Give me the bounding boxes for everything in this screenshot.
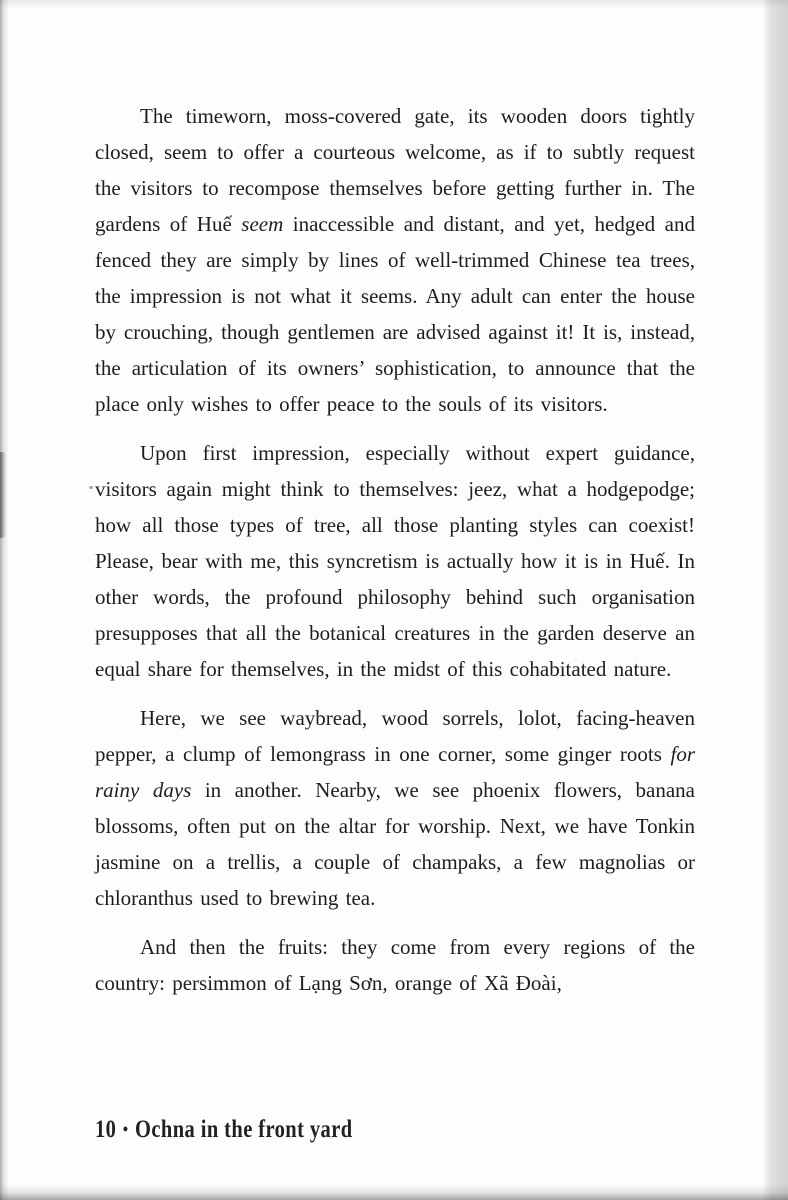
text-segment: And then the fruits: they come from every regions of the country: persimmon of Lạng Sơn, orange of Xã Đoài, <box>95 935 695 995</box>
text-segment: Upon first impression, especially without expert guidance, visitors again might think to themselves: jeez, what a hodgepodge; how all those types of tree, all those planting styles can coexist! Please, bear with me, this syncretism is actually how it is in Huế. In other words, the profound philosophy behind such organisation presupposes that all the botanical creatures in the garden deserve an equal share for themselves, in the midst of this cohabitated nature. <box>95 441 695 681</box>
italic-text-segment: for rainy days <box>95 742 695 802</box>
page-edge-shadow-bottom <box>0 1184 788 1200</box>
page-text <box>95 98 695 1014</box>
text-segment: in another. Nearby, we see phoenix flowers, banana blossoms, often put on the altar for worship. Next, we have Tonkin jasmine on a trellis, a couple of champaks, a few magnolias or chloranthus used to brewing tea. <box>95 778 696 910</box>
page-edge-shadow-top <box>0 0 788 8</box>
page-footer <box>95 1116 353 1144</box>
scan-speck <box>89 486 93 489</box>
page-edge-notch <box>0 452 6 538</box>
footer-book-title: Ochna in the front yard <box>135 1116 353 1143</box>
text-segment: The timeworn, moss-covered gate, its wooden doors tightly closed, seem to offer a courteous welcome, as if to subtly request the visitors to recompose themselves before getting further in. The gardens of Huế <box>95 104 695 236</box>
italic-text-segment: seem <box>241 212 284 236</box>
text-segment: Here, we see waybread, wood sorrels, lolot, facing-heaven pepper, a clump of lemongrass in one corner, some ginger roots <box>95 706 695 766</box>
paragraph <box>95 98 695 422</box>
paragraph <box>95 435 695 687</box>
footer-page-number: 10 <box>95 1116 117 1143</box>
paragraph <box>95 929 695 1001</box>
paragraph <box>95 700 695 916</box>
page-edge-shadow-right <box>762 0 788 1200</box>
text-segment: inaccessible and distant, and yet, hedged and fenced they are simply by lines of well-trimmed Chinese tea trees, the impression is not what it seems. Any adult can enter the house by crouching, though gentlemen are advised against it! It is, instead, the articulation of its owners’ sophistication, to announce that the place only wishes to offer peace to the souls of its visitors. <box>95 212 695 416</box>
page-edge-shadow-left <box>0 0 9 1200</box>
bullet-separator-icon: • <box>122 1119 129 1139</box>
